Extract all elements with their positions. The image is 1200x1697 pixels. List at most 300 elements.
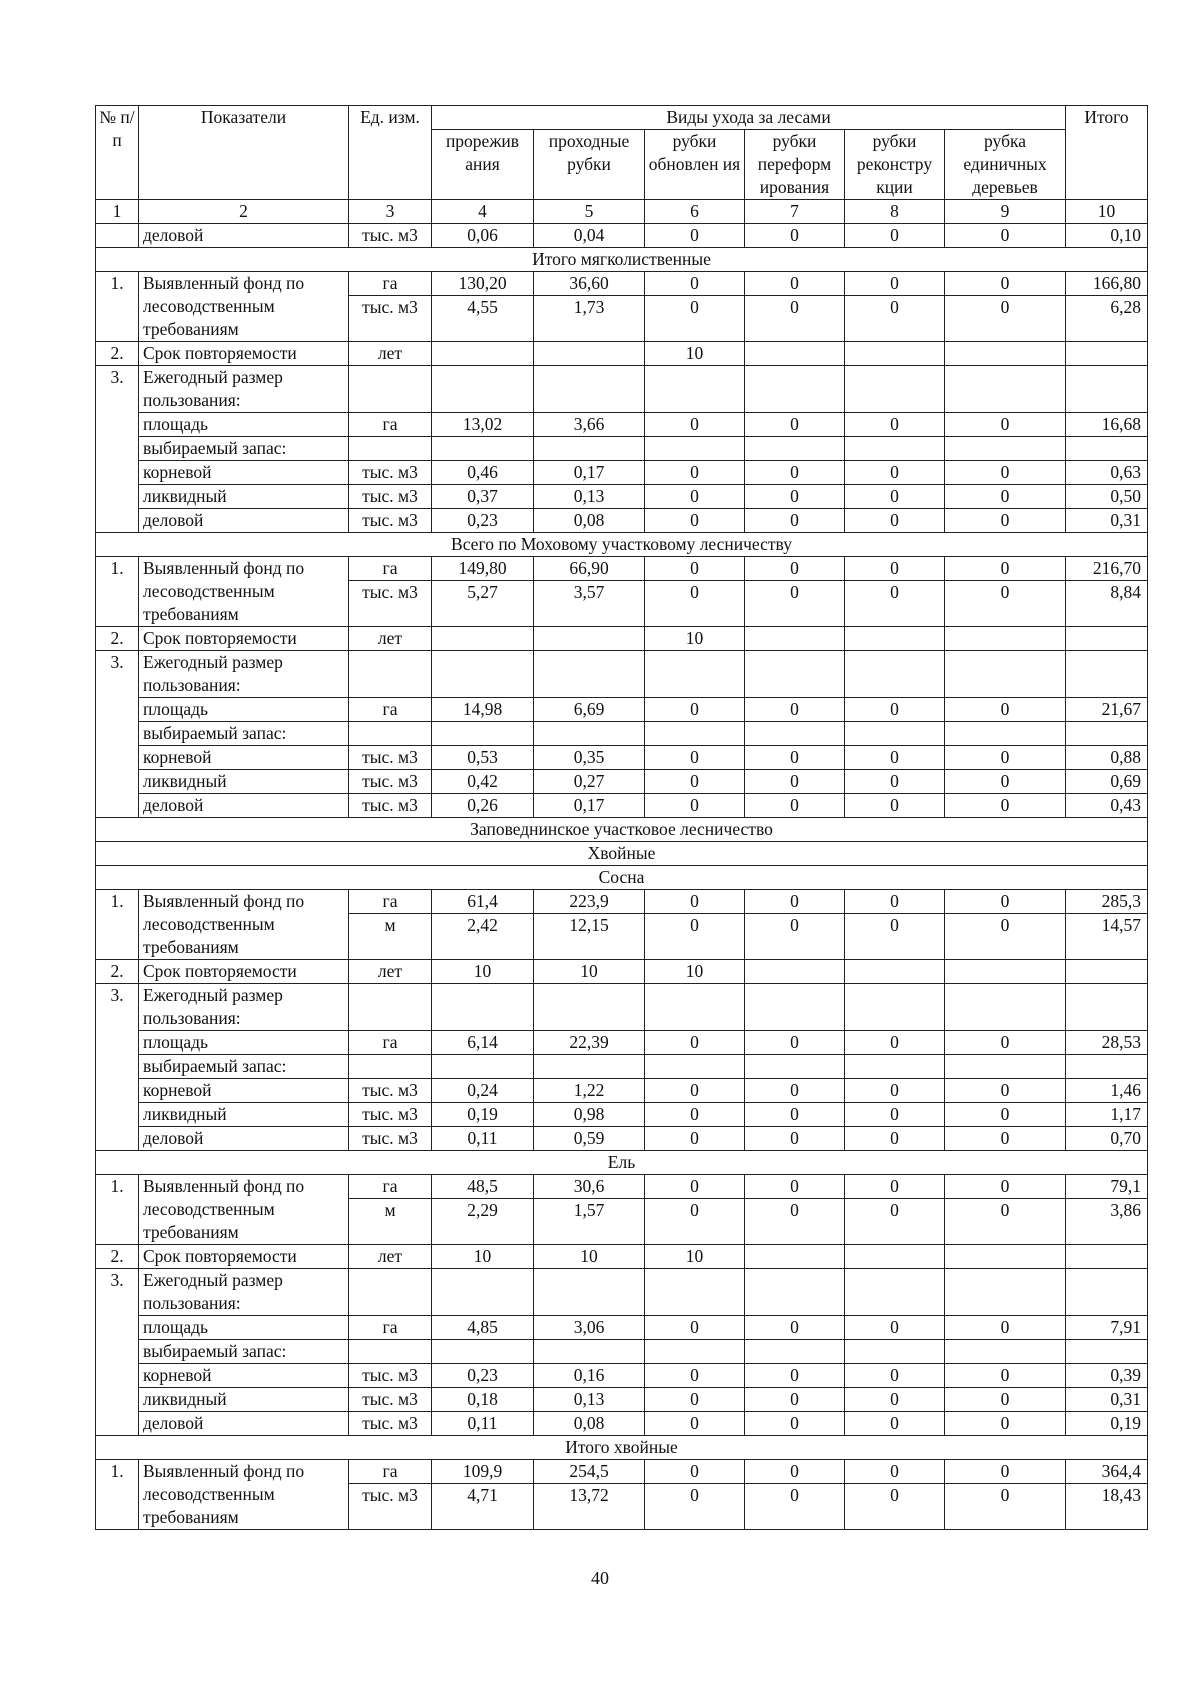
value-cell: 0	[845, 914, 945, 960]
value-cell: 0,26	[432, 794, 534, 818]
indicator-label: Ежегодный размер пользования:	[139, 1269, 349, 1316]
row-number: 1.	[96, 1175, 139, 1245]
value-cell: 36,60	[534, 272, 645, 296]
value-cell: 0	[845, 794, 945, 818]
value-cell	[845, 960, 945, 984]
indicator-label: Срок повторяемости	[139, 342, 349, 366]
value-cell: 0	[745, 1460, 845, 1484]
total-cell: 0,31	[1066, 1388, 1148, 1412]
identified-fund-row	[96, 1460, 1148, 1484]
business-stock-row	[96, 1127, 1148, 1151]
value-cell: 14,98	[432, 698, 534, 722]
value-cell: 0	[945, 1484, 1066, 1530]
indicator-label: Ежегодный размер пользования:	[139, 984, 349, 1031]
unit-cell: м	[349, 1199, 432, 1245]
value-cell: 0	[945, 1103, 1066, 1127]
value-cell: 0	[745, 698, 845, 722]
empty-cell	[945, 1269, 1066, 1316]
empty-cell	[349, 1340, 432, 1364]
empty-cell	[745, 984, 845, 1031]
col-number: 7	[745, 200, 845, 224]
value-cell: 0	[645, 1316, 745, 1340]
value-cell	[845, 342, 945, 366]
empty-cell	[745, 651, 845, 698]
value-cell: 0	[945, 890, 1066, 914]
value-cell	[845, 1245, 945, 1269]
unit-cell: тыс. м3	[349, 1484, 432, 1530]
section-title: Всего по Моховому участковому лесничеству	[96, 533, 1148, 557]
section-row	[96, 866, 1148, 890]
unit-cell: тыс. м3	[349, 794, 432, 818]
value-cell: 0	[645, 770, 745, 794]
area-row	[96, 1031, 1148, 1055]
header-total: Итого	[1066, 106, 1148, 200]
value-cell: 0	[745, 557, 845, 581]
value-cell: 2,29	[432, 1199, 534, 1245]
empty-cell	[349, 366, 432, 413]
empty-cell	[845, 1269, 945, 1316]
value-cell: 0	[945, 1364, 1066, 1388]
total-cell: 285,3	[1066, 890, 1148, 914]
value-cell: 30,6	[534, 1175, 645, 1199]
section-title: Итого мягколиственные	[96, 248, 1148, 272]
value-cell: 0	[845, 698, 945, 722]
section-title: Итого хвойные	[96, 1436, 1148, 1460]
indicator-label: площадь	[139, 698, 349, 722]
header-unit: Ед. изм.	[349, 106, 432, 200]
row-number: 2.	[96, 960, 139, 984]
value-cell: 0,04	[534, 224, 645, 248]
value-cell: 0	[745, 770, 845, 794]
col-number: 9	[945, 200, 1066, 224]
value-cell: 10	[645, 960, 745, 984]
empty-cell	[1066, 366, 1148, 413]
root-stock-row	[96, 746, 1148, 770]
empty-cell	[1066, 1340, 1148, 1364]
unit-cell: тыс. м3	[349, 485, 432, 509]
empty-cell	[1066, 437, 1148, 461]
value-cell: 0	[845, 746, 945, 770]
indicator-label: Выявленный фонд по лесоводственным требованиям	[139, 272, 349, 342]
unit-cell: тыс. м3	[349, 461, 432, 485]
header-number: № п/п	[96, 106, 139, 200]
value-cell: 0	[945, 272, 1066, 296]
value-cell: 0	[745, 1364, 845, 1388]
empty-cell	[845, 366, 945, 413]
repeat-period-row	[96, 1245, 1148, 1269]
value-cell: 0	[645, 461, 745, 485]
total-cell: 16,68	[1066, 413, 1148, 437]
value-cell: 0	[645, 794, 745, 818]
value-cell: 5,27	[432, 581, 534, 627]
liquid-stock-row	[96, 770, 1148, 794]
area-row	[96, 413, 1148, 437]
business-stock-row	[96, 1412, 1148, 1436]
unit-cell: га	[349, 1460, 432, 1484]
total-cell: 0,70	[1066, 1127, 1148, 1151]
indicator-label: деловой	[139, 794, 349, 818]
liquid-stock-row	[96, 1388, 1148, 1412]
total-cell	[1066, 1245, 1148, 1269]
value-cell: 0	[945, 1175, 1066, 1199]
row-number: 3.	[96, 1269, 139, 1436]
page-number: 40	[591, 1568, 609, 1588]
value-cell: 0	[745, 1484, 845, 1530]
unit-cell: га	[349, 1175, 432, 1199]
row-number: 1.	[96, 890, 139, 960]
total-cell: 28,53	[1066, 1031, 1148, 1055]
empty-cell	[534, 366, 645, 413]
value-cell: 0	[945, 1460, 1066, 1484]
indicator-label: Выявленный фонд по лесоводственным требованиям	[139, 1175, 349, 1245]
area-row	[96, 698, 1148, 722]
value-cell: 0	[645, 1175, 745, 1199]
value-cell: 0	[945, 1127, 1066, 1151]
empty-cell	[1066, 1269, 1148, 1316]
col-number: 6	[645, 200, 745, 224]
indicator-label: выбираемый запас:	[139, 1055, 349, 1079]
value-cell: 0,08	[534, 509, 645, 533]
unit-cell: тыс. м3	[349, 1127, 432, 1151]
empty-cell	[745, 366, 845, 413]
value-cell: 149,80	[432, 557, 534, 581]
col-number: 10	[1066, 200, 1148, 224]
empty-cell	[534, 437, 645, 461]
value-cell: 0	[645, 296, 745, 342]
total-cell: 14,57	[1066, 914, 1148, 960]
total-cell	[1066, 960, 1148, 984]
empty-cell	[534, 651, 645, 698]
total-cell	[1066, 627, 1148, 651]
indicator-label: ликвидный	[139, 1388, 349, 1412]
value-cell: 0	[945, 1412, 1066, 1436]
value-cell: 0,13	[534, 485, 645, 509]
annual-use-row	[96, 651, 1148, 698]
col-number: 4	[432, 200, 534, 224]
empty-cell	[1066, 984, 1148, 1031]
value-cell: 22,39	[534, 1031, 645, 1055]
value-cell: 0	[745, 296, 845, 342]
value-cell: 0	[845, 1079, 945, 1103]
empty-cell	[349, 984, 432, 1031]
indicator-label: Ежегодный размер пользования:	[139, 366, 349, 413]
annual-use-row	[96, 366, 1148, 413]
total-cell: 0,39	[1066, 1364, 1148, 1388]
value-cell: 0	[945, 1199, 1066, 1245]
value-cell	[745, 342, 845, 366]
empty-cell	[432, 366, 534, 413]
empty-cell	[534, 722, 645, 746]
value-cell: 0,35	[534, 746, 645, 770]
value-cell: 10	[645, 627, 745, 651]
row-number: 1.	[96, 557, 139, 627]
business-stock-row	[96, 509, 1148, 533]
value-cell: 0	[745, 1079, 845, 1103]
value-cell: 0,42	[432, 770, 534, 794]
unit-cell: га	[349, 557, 432, 581]
stock-row	[96, 1055, 1148, 1079]
empty-cell	[845, 1055, 945, 1079]
value-cell: 0	[645, 890, 745, 914]
value-cell: 0,11	[432, 1412, 534, 1436]
section-row	[96, 533, 1148, 557]
value-cell: 0	[845, 224, 945, 248]
value-cell: 10	[534, 1245, 645, 1269]
header-row-main	[96, 106, 1148, 130]
value-cell: 0	[745, 1388, 845, 1412]
value-cell	[745, 960, 845, 984]
empty-cell	[534, 1340, 645, 1364]
unit-cell: га	[349, 698, 432, 722]
empty-cell	[349, 437, 432, 461]
value-cell: 0	[745, 272, 845, 296]
value-cell: 0	[645, 1127, 745, 1151]
value-cell: 0	[645, 485, 745, 509]
value-cell: 0,17	[534, 461, 645, 485]
row-number: 1.	[96, 272, 139, 342]
empty-cell	[945, 984, 1066, 1031]
empty-cell	[645, 1340, 745, 1364]
value-cell: 10	[645, 342, 745, 366]
repeat-period-row	[96, 960, 1148, 984]
indicator-label: ликвидный	[139, 770, 349, 794]
indicator-label: выбираемый запас:	[139, 437, 349, 461]
empty-cell	[432, 1340, 534, 1364]
value-cell: 0,46	[432, 461, 534, 485]
total-cell: 0,69	[1066, 770, 1148, 794]
value-cell: 0	[845, 461, 945, 485]
empty-cell	[349, 722, 432, 746]
value-cell	[945, 960, 1066, 984]
unit-cell: тыс. м3	[349, 1364, 432, 1388]
value-cell: 0,08	[534, 1412, 645, 1436]
value-cell: 12,15	[534, 914, 645, 960]
value-cell: 0	[845, 1127, 945, 1151]
value-cell: 0	[945, 770, 1066, 794]
unit-cell: тыс. м3	[349, 1388, 432, 1412]
annual-use-row	[96, 984, 1148, 1031]
value-cell: 0	[845, 1388, 945, 1412]
value-cell: 0	[645, 557, 745, 581]
value-cell: 0	[645, 581, 745, 627]
value-cell: 0	[745, 914, 845, 960]
total-cell: 0,31	[1066, 509, 1148, 533]
value-cell: 0	[845, 413, 945, 437]
value-cell: 0,17	[534, 794, 645, 818]
value-cell: 0	[945, 914, 1066, 960]
repeat-period-row	[96, 627, 1148, 651]
indicator-label: ликвидный	[139, 485, 349, 509]
value-cell: 0	[745, 1175, 845, 1199]
value-cell: 13,72	[534, 1484, 645, 1530]
value-cell: 0	[645, 1412, 745, 1436]
value-cell	[432, 342, 534, 366]
empty-cell	[534, 984, 645, 1031]
annual-use-row	[96, 1269, 1148, 1316]
header-care-types: Виды ухода за лесами	[432, 106, 1066, 130]
value-cell: 0	[645, 1079, 745, 1103]
value-cell: 6,14	[432, 1031, 534, 1055]
total-cell: 8,84	[1066, 581, 1148, 627]
total-cell: 7,91	[1066, 1316, 1148, 1340]
unit-cell: лет	[349, 342, 432, 366]
empty-cell	[845, 437, 945, 461]
empty-cell	[645, 651, 745, 698]
value-cell: 0	[845, 1199, 945, 1245]
value-cell: 0,19	[432, 1103, 534, 1127]
section-title: Ель	[96, 1151, 1148, 1175]
value-cell: 3,66	[534, 413, 645, 437]
value-cell	[945, 342, 1066, 366]
unit-cell: тыс. м3	[349, 770, 432, 794]
empty-cell	[645, 984, 745, 1031]
header-renewal-cutting: рубки обновлен ия	[645, 130, 745, 200]
unit-cell: тыс. м3	[349, 581, 432, 627]
stock-row	[96, 437, 1148, 461]
value-cell: 0,11	[432, 1127, 534, 1151]
value-cell: 61,4	[432, 890, 534, 914]
indicator-label: Выявленный фонд по лесоводственным требованиям	[139, 1460, 349, 1530]
value-cell	[745, 627, 845, 651]
value-cell: 0	[845, 1364, 945, 1388]
empty-cell	[745, 1340, 845, 1364]
value-cell: 10	[645, 1245, 745, 1269]
empty-cell	[349, 1055, 432, 1079]
value-cell: 66,90	[534, 557, 645, 581]
value-cell: 2,42	[432, 914, 534, 960]
value-cell: 0,18	[432, 1388, 534, 1412]
section-title: Заповеднинское участковое лесничество	[96, 818, 1148, 842]
value-cell: 0	[845, 1412, 945, 1436]
identified-fund-row	[96, 272, 1148, 296]
header-single-tree-cutting: рубка единичных деревьев	[945, 130, 1066, 200]
indicator-label: деловой	[139, 224, 349, 248]
value-cell: 223,9	[534, 890, 645, 914]
value-cell: 0	[945, 224, 1066, 248]
root-stock-row	[96, 1079, 1148, 1103]
total-cell: 21,67	[1066, 698, 1148, 722]
value-cell: 0,23	[432, 1364, 534, 1388]
total-cell: 0,50	[1066, 485, 1148, 509]
value-cell: 0	[945, 1079, 1066, 1103]
indicator-label: корневой	[139, 461, 349, 485]
header-reconstruction-cutting: рубки реконстру кции	[845, 130, 945, 200]
empty-cell	[1066, 651, 1148, 698]
value-cell: 0,98	[534, 1103, 645, 1127]
liquid-stock-row	[96, 1103, 1148, 1127]
value-cell: 0	[645, 1031, 745, 1055]
value-cell: 0	[645, 413, 745, 437]
total-cell: 216,70	[1066, 557, 1148, 581]
business-stock-row	[96, 794, 1148, 818]
value-cell: 3,06	[534, 1316, 645, 1340]
value-cell: 1,57	[534, 1199, 645, 1245]
indicator-label: Срок повторяемости	[139, 1245, 349, 1269]
unit-cell: га	[349, 890, 432, 914]
value-cell: 0	[845, 581, 945, 627]
value-cell: 0	[845, 509, 945, 533]
unit-cell: тыс. м3	[349, 1079, 432, 1103]
value-cell: 0	[645, 746, 745, 770]
empty-cell	[1066, 722, 1148, 746]
repeat-period-row	[96, 342, 1148, 366]
indicator-label: деловой	[139, 1127, 349, 1151]
value-cell	[945, 1245, 1066, 1269]
unit-cell: тыс. м3	[349, 224, 432, 248]
value-cell: 1,73	[534, 296, 645, 342]
empty-cell	[645, 1055, 745, 1079]
indicator-label: Выявленный фонд по лесоводственным требованиям	[139, 890, 349, 960]
value-cell: 0	[845, 296, 945, 342]
header-column-numbers	[96, 200, 1148, 224]
value-cell: 0	[645, 1484, 745, 1530]
indicator-label: корневой	[139, 1079, 349, 1103]
empty-cell	[745, 1269, 845, 1316]
row-number	[96, 224, 139, 248]
unit-cell: тыс. м3	[349, 296, 432, 342]
value-cell: 0	[845, 1484, 945, 1530]
value-cell: 0	[945, 698, 1066, 722]
unit-cell: тыс. м3	[349, 746, 432, 770]
value-cell: 0	[645, 698, 745, 722]
indicator-label: Срок повторяемости	[139, 960, 349, 984]
value-cell: 0	[645, 1460, 745, 1484]
empty-cell	[432, 651, 534, 698]
empty-cell	[845, 984, 945, 1031]
unit-cell: га	[349, 272, 432, 296]
value-cell: 0	[845, 485, 945, 509]
value-cell: 0	[745, 794, 845, 818]
value-cell: 0	[645, 509, 745, 533]
indicator-label: площадь	[139, 1031, 349, 1055]
empty-cell	[945, 366, 1066, 413]
unit-cell: лет	[349, 627, 432, 651]
empty-cell	[349, 1269, 432, 1316]
header-indicators: Показатели	[139, 106, 349, 200]
value-cell: 0	[845, 1316, 945, 1340]
value-cell	[534, 342, 645, 366]
value-cell: 0	[945, 746, 1066, 770]
col-number: 2	[139, 200, 349, 224]
value-cell	[432, 627, 534, 651]
value-cell: 13,02	[432, 413, 534, 437]
value-cell: 0	[945, 461, 1066, 485]
value-cell: 0	[745, 1031, 845, 1055]
value-cell: 109,9	[432, 1460, 534, 1484]
empty-cell	[745, 722, 845, 746]
col-number: 8	[845, 200, 945, 224]
value-cell: 0	[845, 557, 945, 581]
value-cell: 0	[945, 413, 1066, 437]
header-thinning: прорежив ания	[432, 130, 534, 200]
total-cell	[1066, 342, 1148, 366]
root-stock-row	[96, 1364, 1148, 1388]
value-cell: 0,37	[432, 485, 534, 509]
total-cell: 79,1	[1066, 1175, 1148, 1199]
table-row	[96, 224, 1148, 248]
total-cell: 166,80	[1066, 272, 1148, 296]
root-stock-row	[96, 461, 1148, 485]
empty-cell	[432, 1055, 534, 1079]
value-cell: 0	[745, 1316, 845, 1340]
row-number: 2.	[96, 1245, 139, 1269]
row-number: 3.	[96, 651, 139, 818]
value-cell	[534, 627, 645, 651]
value-cell: 0	[845, 890, 945, 914]
indicator-label: площадь	[139, 413, 349, 437]
row-number: 1.	[96, 1460, 139, 1530]
empty-cell	[945, 1340, 1066, 1364]
